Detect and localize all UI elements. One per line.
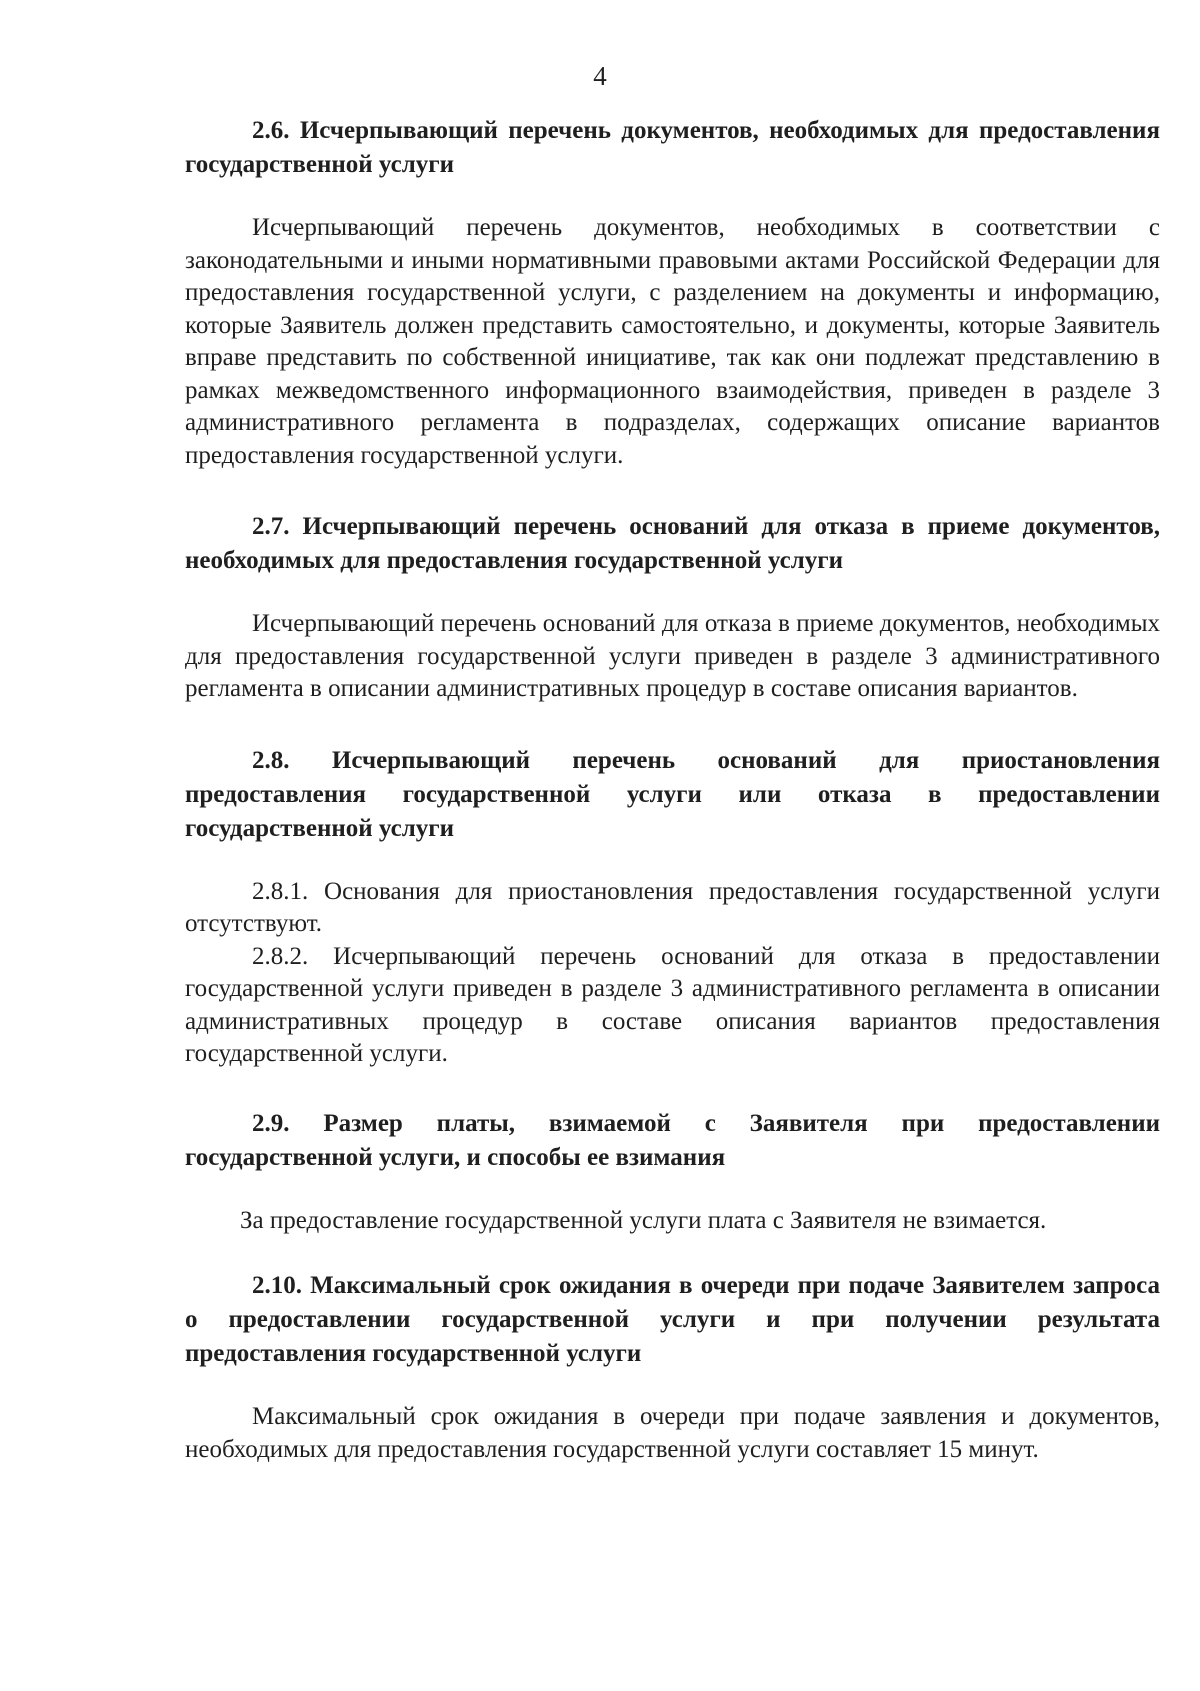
section-2-10-heading: 2.10. Максимальный срок ожидания в очереди при подаче Заявителем запроса о предоставлении государственной услуги и при получении результата предоставления государственной услуги — [185, 1272, 1160, 1367]
section-2-8-heading: 2.8. Исчерпывающий перечень оснований для приостановления предоставления государственной услуги или отказа в предоставлении государственной услуги — [185, 746, 1160, 842]
section-2-9-paragraph: За предоставление государственной услуги плата с Заявителя не взимается. — [240, 1206, 1047, 1234]
section-2-7-paragraph: Исчерпывающий перечень оснований для отказа в приеме документов, необходимых для предоставления государственной услуги приведен в разделе 3 административного регламента в описании административных процедур в составе описания вариантов. — [185, 610, 1160, 702]
section-2-9-heading: 2.9. Размер платы, взимаемой с Заявителя при предоставлении государственной услуги, и способы ее взимания — [185, 1109, 1160, 1171]
section-2-10-paragraph: Максимальный срок ожидания в очереди при подаче заявления и документов, необходимых для предоставления государственной услуги составляет 15 минут. — [185, 1403, 1160, 1463]
document-body — [185, 114, 1160, 1466]
section-2-8-1-paragraph: 2.8.1. Основания для приостановления предоставления государственной услуги отсутствуют. — [185, 877, 1160, 937]
page-number: 4 — [593, 61, 607, 91]
section-2-6-heading: 2.6. Исчерпывающий перечень документов, необходимых для предоставления государственной услуги — [185, 117, 1160, 178]
section-2-8-2-paragraph: 2.8.2. Исчерпывающий перечень оснований для отказа в предоставлении государственной услуги приведен в разделе 3 административного регламента в описании административных процедур в составе описания вариантов предоставления государственной услуги. — [185, 942, 1160, 1067]
section-2-6-paragraph: Исчерпывающий перечень документов, необходимых в соответствии с законодательными и иными нормативными правовыми актами Российской Федерации для предоставления государственной услуги, с разделением на документы и информацию, которые Заявитель должен представить самостоятельно, и документы, которые Заявитель вправе представить по собственной инициативе, так как они подлежат представлению в рамках межведомственного информационного взаимодействия, приведен в разделе 3 административного регламента в подразделах, содержащих описание вариантов предоставления государственной услуги. — [185, 214, 1160, 469]
section-2-7-heading: 2.7. Исчерпывающий перечень оснований для отказа в приеме документов, необходимых для предоставления государственной услуги — [185, 513, 1160, 574]
